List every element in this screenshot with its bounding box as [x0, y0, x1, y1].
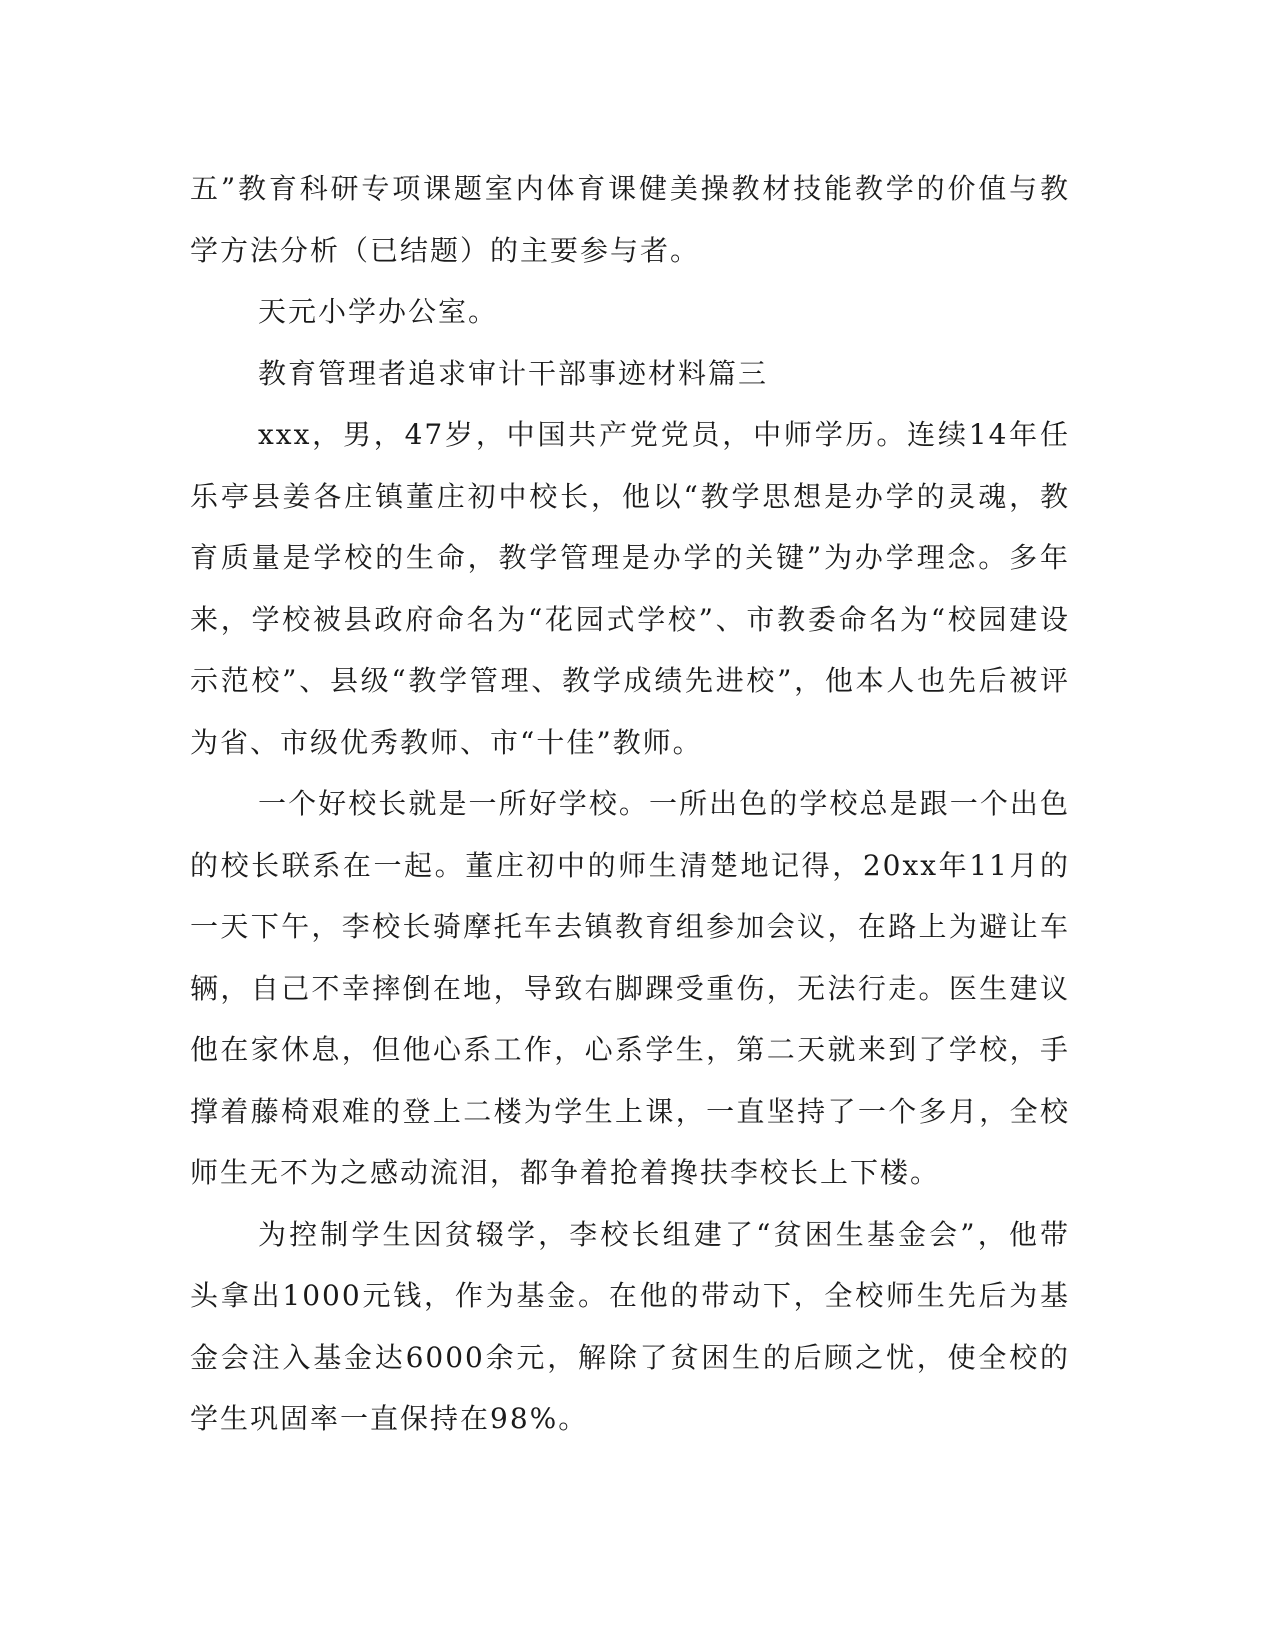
paragraph-continuation: 五”教育科研专项课题室内体育课健美操教材技能教学的价值与教学方法分析（已结题）的主要参与者。 — [190, 172, 1070, 267]
section-heading: 教育管理者追求审计干部事迹材料篇三 — [258, 356, 769, 390]
paragraph-profile: xxx，男，47岁，中国共产党党员，中师学历。连续14年任乐亭县姜各庄镇董庄初中校长，他以“教学思想是办学的灵魂，教育质量是学校的生命，教学管理是办学的关键”为办学理念。多年来，学校被县政府命名为“花园式学校”、市教委命名为“校园建设示范校”、县级“教学管理、教学成绩先进校”，他本人也先后被评为省、市级优秀教师、市“十佳”教师。 — [190, 418, 1070, 759]
paragraph-story: 一个好校长就是一所好学校。一所出色的学校总是跟一个出色的校长联系在一起。董庄初中的师生清楚地记得，20xx年11月的一天下午，李校长骑摩托车去镇教育组参加会议，在路上为避让车辆，自己不幸摔倒在地，导致右脚踝受重伤，无法行走。医生建议他在家休息，但他心系工作，心系学生，第二天就来到了学校，手撑着藤椅艰难的登上二楼为学生上课，一直坚持了一个多月，全校师生无不为之感动流泪，都争着抢着搀扶李校长上下楼。 — [190, 787, 1070, 1189]
document-body — [190, 158, 1070, 1450]
paragraph-office: 天元小学办公室。 — [258, 295, 499, 328]
paragraph-fund: 为控制学生因贫辍学，李校长组建了“贫困生基金会”，他带头拿出1000元钱，作为基金。在他的带动下，全校师生先后为基金会注入基金达6000余元，解除了贫困生的后顾之忧，使全校的学生巩固率一直保持在98%。 — [190, 1217, 1070, 1435]
